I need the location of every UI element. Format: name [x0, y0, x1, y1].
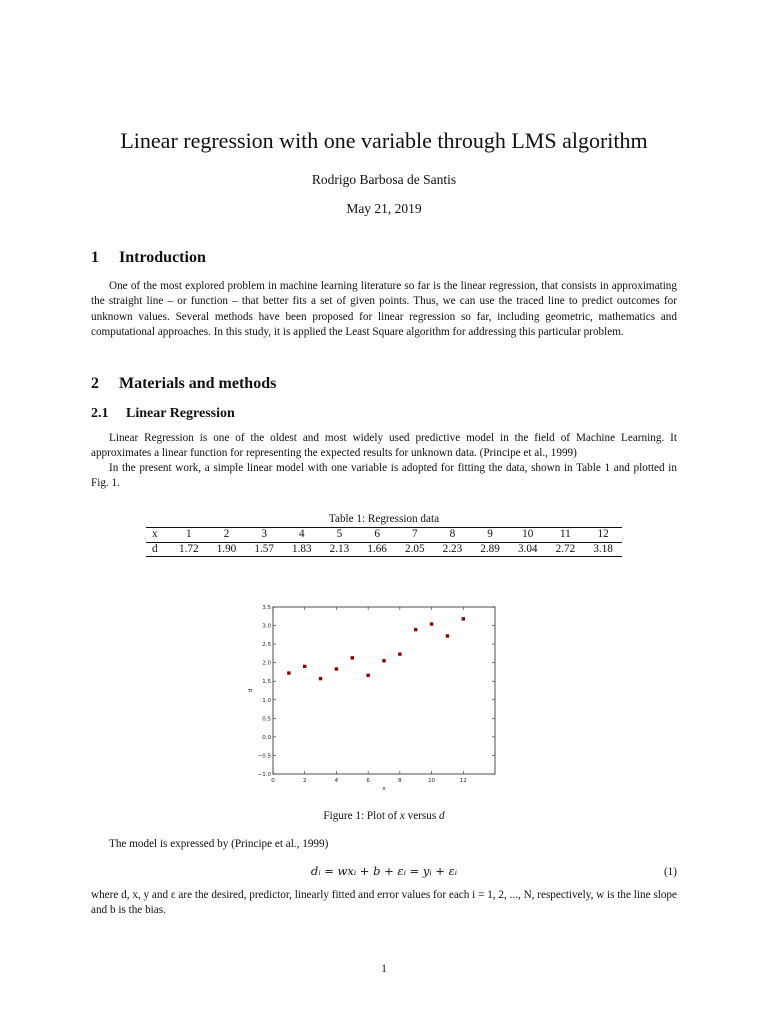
data-point — [462, 617, 465, 620]
x-axis-label: x — [382, 786, 386, 792]
table-row-label: d — [152, 542, 158, 555]
regression-data-table — [146, 527, 622, 557]
y-tick-label: 3.0 — [262, 623, 271, 630]
paper-date: May 21, 2019 — [346, 201, 422, 216]
caption-d: d — [439, 810, 445, 822]
figure-caption — [0, 810, 768, 822]
y-tick-label: 3.5 — [262, 605, 271, 611]
table-cell: 12 — [584, 528, 622, 543]
section-title: Introduction — [119, 249, 206, 266]
scatter-chart — [240, 601, 530, 796]
section-heading-introduction — [91, 249, 206, 267]
y-tick-label: 2.0 — [262, 660, 271, 667]
table-row-x — [146, 528, 622, 543]
data-point — [366, 674, 369, 677]
linreg-paragraph-2: In the present work, a simple linear model with one variable is adopted for fitting the data, shown in Table 1 and plotted in Fig. 1. — [91, 462, 677, 490]
data-point — [430, 622, 433, 625]
data-point — [398, 652, 401, 655]
figure-1 — [240, 601, 530, 796]
page-number: 1 — [381, 963, 387, 975]
table-cell: 10 — [509, 528, 547, 543]
table-cell: 2.05 — [404, 542, 425, 555]
x-tick-label: 6 — [366, 778, 370, 784]
y-axis-label: d — [248, 688, 254, 693]
y-tick-label: 2.5 — [262, 642, 271, 649]
table-cell: 11 — [547, 528, 585, 543]
plot-frame — [273, 607, 495, 774]
data-point — [287, 671, 290, 674]
paper-title: Linear regression with one variable through LMS algorithm — [120, 128, 648, 153]
section-title: Materials and methods — [119, 375, 277, 392]
table-cell: 2.13 — [329, 542, 350, 555]
data-point — [446, 634, 449, 637]
paper-author: Rodrigo Barbosa de Santis — [311, 172, 457, 187]
table-cell: 6 — [358, 528, 396, 543]
y-tick-label: 0.0 — [262, 734, 271, 741]
equation-formula: dᵢ = wxᵢ + b + εᵢ = yᵢ + εᵢ — [310, 864, 458, 878]
table-cell: 3 — [245, 528, 283, 543]
table-cell: 1.83 — [292, 542, 312, 555]
y-tick-label: −1.0 — [257, 772, 271, 778]
table-cell: 7 — [396, 528, 434, 543]
table-cell: 2.89 — [480, 542, 500, 555]
table-cell: 2.72 — [555, 542, 576, 555]
linreg-paragraph-1: Linear Regression is one of the oldest and most widely used predictive model in the field of Machine Learning. It approximates a linear function for representing the expected results for unknown data. (Principe et al., 1999) — [91, 432, 677, 460]
caption-x: x — [399, 810, 405, 822]
table-cell: 8 — [434, 528, 472, 543]
caption-prefix: Figure 1: Plot of — [323, 810, 398, 822]
table-cell: 1.90 — [216, 542, 237, 555]
caption-mid: versus — [407, 810, 437, 822]
table-cell: 3.18 — [593, 542, 613, 555]
table-row-d — [146, 542, 622, 557]
table-cell: 2.23 — [442, 542, 463, 555]
section-number: 1 — [91, 249, 99, 266]
equation-number: (1) — [663, 866, 677, 878]
data-point — [303, 665, 306, 668]
section-number: 2 — [91, 375, 99, 392]
data-point — [319, 677, 322, 680]
data-point — [335, 667, 338, 670]
table-cell: 2 — [208, 528, 246, 543]
y-tick-label: 1.5 — [262, 679, 271, 686]
y-tick-label: 0.5 — [262, 716, 271, 723]
x-tick-label: 2 — [302, 778, 307, 784]
section-heading-methods — [91, 375, 276, 393]
y-tick-label: 1.0 — [262, 697, 271, 704]
x-tick-label: 12 — [459, 778, 467, 784]
table-caption: Table 1: Regression data — [328, 513, 440, 525]
table-cell: 4 — [283, 528, 321, 543]
intro-paragraph: One of the most explored problem in machine learning literature so far is the linear regression, that consists in approximating the straight line – or function – that better fits a set of given points. Thus, we can use the traced line to predict outcomes for unknown values. Several methods have been proposed for linear regression so far, including geometric, mathematics and computational approaches. In this study, it is applied the Least Square algorithm for addressing this particular problem. — [91, 280, 677, 339]
equation-explanation: where d, x, y and ε are the desired, predictor, linearly fitted and error values for each i = 1, 2, ..., N, respectively, w is the line slope and b is the bias. — [91, 889, 677, 917]
subsection-title: Linear Regression — [126, 406, 235, 421]
table-cell: 1.57 — [254, 542, 274, 555]
table-cell: 1.66 — [367, 542, 387, 555]
data-point — [414, 628, 417, 631]
table-cell: 1 — [170, 528, 208, 543]
x-tick-label: 8 — [398, 778, 402, 784]
subsection-number: 2.1 — [91, 406, 109, 421]
x-tick-label: 4 — [334, 778, 339, 784]
table-row-label: x — [146, 528, 170, 543]
x-tick-label: 10 — [428, 778, 436, 784]
data-point — [382, 659, 385, 662]
equation-intro: The model is expressed by (Principe et al., 1999) — [109, 838, 329, 850]
table-cell: 5 — [321, 528, 359, 543]
data-point — [351, 656, 354, 659]
x-tick-label: 0 — [271, 778, 275, 784]
subsection-heading-linear-regression — [91, 406, 235, 422]
table-cell: 1.72 — [179, 542, 199, 555]
table-cell: 3.04 — [517, 542, 538, 555]
y-tick-label: −0.5 — [257, 753, 271, 760]
table-cell: 9 — [471, 528, 509, 543]
